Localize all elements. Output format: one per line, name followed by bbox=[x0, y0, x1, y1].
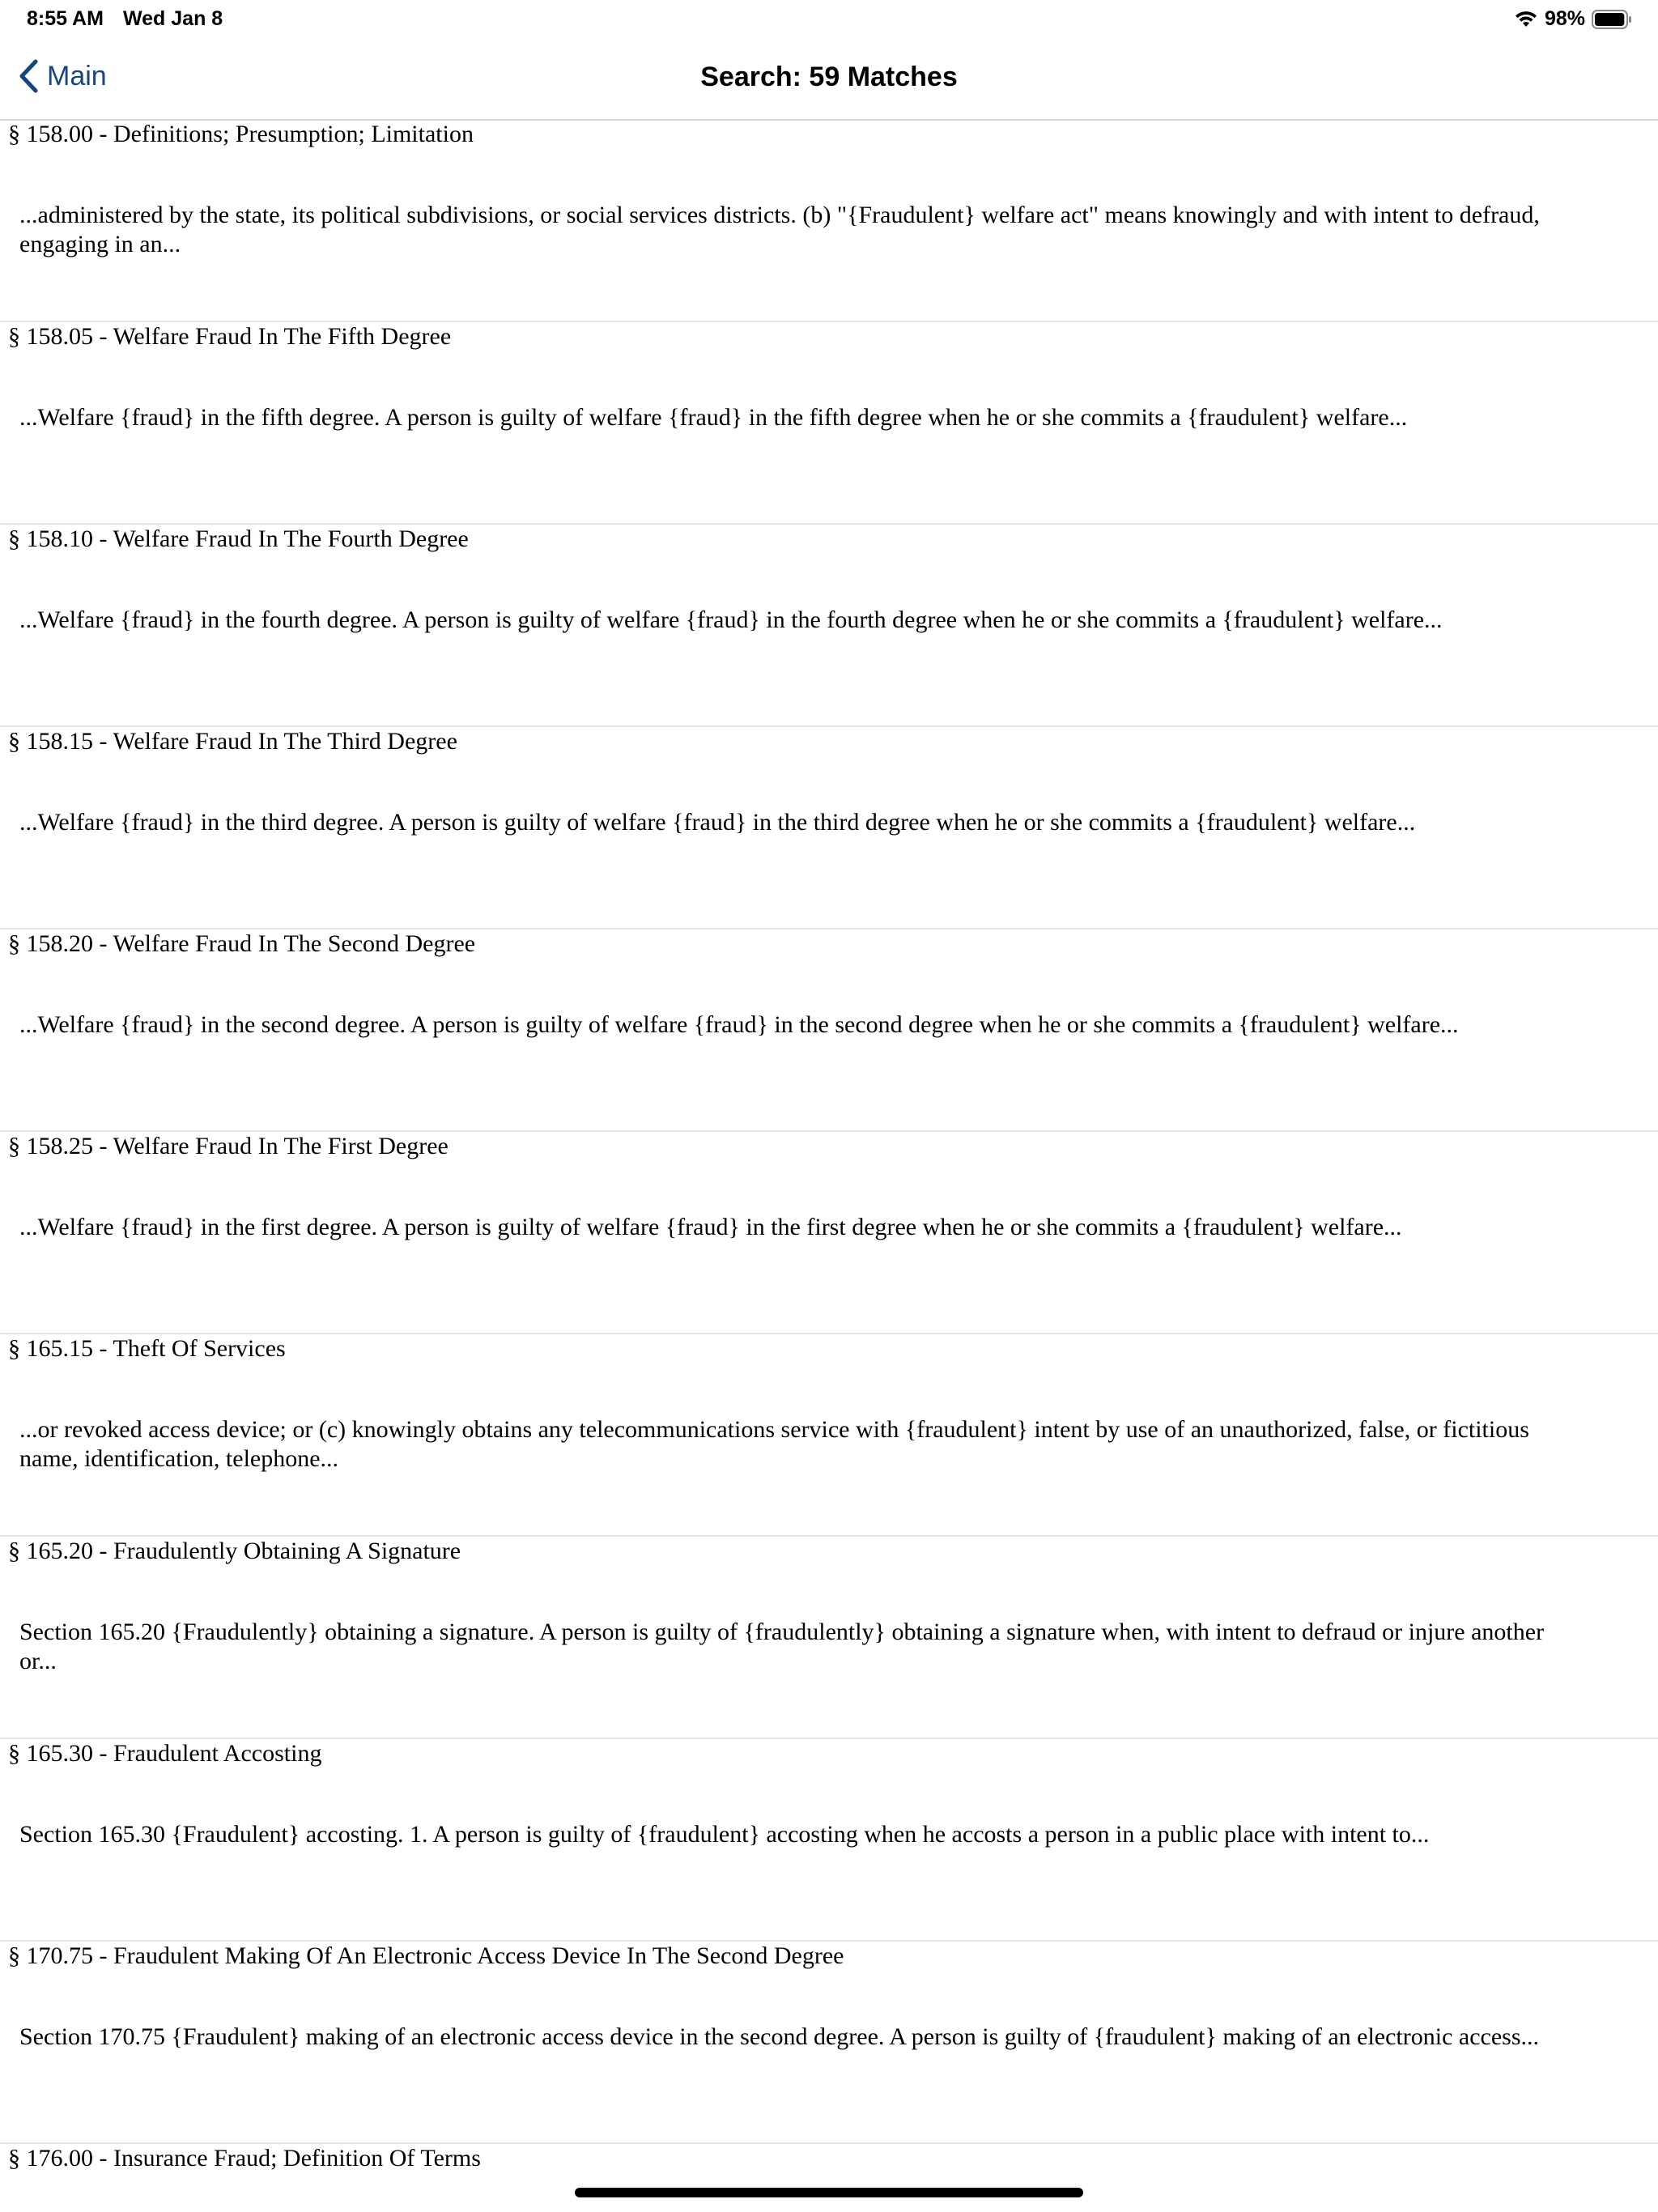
navigation-bar bbox=[0, 37, 1658, 121]
search-result-row[interactable] bbox=[0, 322, 1658, 525]
result-title: § 165.20 - Fraudulently Obtaining A Signature bbox=[8, 1538, 461, 1564]
search-result-row[interactable] bbox=[0, 1739, 1658, 1942]
page-title: Search: 59 Matches bbox=[700, 62, 958, 92]
search-result-row[interactable] bbox=[0, 2144, 1658, 2212]
search-results-list[interactable] bbox=[0, 120, 1658, 2212]
result-title: § 158.10 - Welfare Fraud In The Fourth Degree bbox=[8, 525, 469, 552]
result-title: § 158.15 - Welfare Fraud In The Third Degree bbox=[8, 728, 457, 755]
status-date: Wed Jan 8 bbox=[123, 7, 223, 30]
home-indicator[interactable] bbox=[575, 2188, 1083, 2197]
result-title: § 165.15 - Theft Of Services bbox=[8, 1335, 286, 1362]
search-result-row[interactable] bbox=[0, 525, 1658, 727]
result-snippet: ...Welfare {fraud} in the third degree. A person is guilty of welfare {fraud} in the third degree when he or she commits a {fraudulent} welfare... bbox=[19, 809, 1416, 836]
search-result-row[interactable] bbox=[0, 120, 1658, 322]
result-snippet: Section 165.30 {Fraudulent} accosting. 1. A person is guilty of {fraudulent} accosting when he accosts a person in a public place with intent to... bbox=[19, 1821, 1430, 1848]
search-result-row[interactable] bbox=[0, 727, 1658, 929]
search-result-row[interactable] bbox=[0, 929, 1658, 1132]
search-result-row[interactable] bbox=[0, 1942, 1658, 2144]
result-title: § 158.00 - Definitions; Presumption; Limitation bbox=[8, 121, 474, 147]
result-title: § 176.00 - Insurance Fraud; Definition Of Terms bbox=[8, 2145, 481, 2172]
battery-icon bbox=[1592, 10, 1632, 29]
search-result-row[interactable] bbox=[0, 1537, 1658, 1739]
result-title: § 158.20 - Welfare Fraud In The Second Degree bbox=[8, 930, 476, 957]
result-title: § 165.30 - Fraudulent Accosting bbox=[8, 1740, 322, 1767]
search-result-row[interactable] bbox=[0, 1132, 1658, 1334]
result-snippet: ...Welfare {fraud} in the second degree. A person is guilty of welfare {fraud} in the second degree when he or she commits a {fraudulent} welfare... bbox=[19, 1011, 1459, 1038]
result-snippet: ...Welfare {fraud} in the first degree. A person is guilty of welfare {fraud} in the first degree when he or she commits a {fraudulent} welfare... bbox=[19, 1214, 1402, 1240]
result-snippet: Section 165.20 {Fraudulently} obtaining a signature. A person is guilty of {fraudulently} obtaining a signature when, with intent to defraud or injure another or... bbox=[19, 1619, 1545, 1674]
result-snippet: ...administered by the state, its political subdivisions, or social services districts. (b) "{Fraudulent} welfare act" means knowingly and with intent to defraud, engaging in an... bbox=[19, 202, 1540, 257]
status-bar bbox=[0, 0, 1658, 37]
search-result-row[interactable] bbox=[0, 1334, 1658, 1537]
wifi-icon bbox=[1514, 11, 1538, 28]
back-button-label: Main bbox=[47, 60, 107, 91]
result-title: § 158.05 - Welfare Fraud In The Fifth Degree bbox=[8, 323, 452, 350]
status-indicators bbox=[1514, 7, 1632, 31]
result-title: § 170.75 - Fraudulent Making Of An Electronic Access Device In The Second Degree bbox=[8, 1942, 844, 1969]
status-time: 8:55 AM bbox=[27, 7, 104, 30]
result-snippet: ...Welfare {fraud} in the fifth degree. A person is guilty of welfare {fraud} in the fifth degree when he or she commits a {fraudulent} welfare... bbox=[19, 404, 1408, 431]
result-snippet: ...Welfare {fraud} in the fourth degree. A person is guilty of welfare {fraud} in the fourth degree when he or she commits a {fraudulent} welfare... bbox=[19, 606, 1443, 633]
result-title: § 158.25 - Welfare Fraud In The First Degree bbox=[8, 1133, 449, 1159]
result-snippet: ...or revoked access device; or (c) knowingly obtains any telecommunications service with {fraudulent} intent by use of an unauthorized, false, or fictitious name, identification, telephone... bbox=[19, 1416, 1529, 1472]
battery-percent: 98% bbox=[1544, 7, 1585, 30]
result-snippet: Section 170.75 {Fraudulent} making of an electronic access device in the second degree. A person is guilty of {fraudulent} making of an electronic access... bbox=[19, 2023, 1540, 2050]
